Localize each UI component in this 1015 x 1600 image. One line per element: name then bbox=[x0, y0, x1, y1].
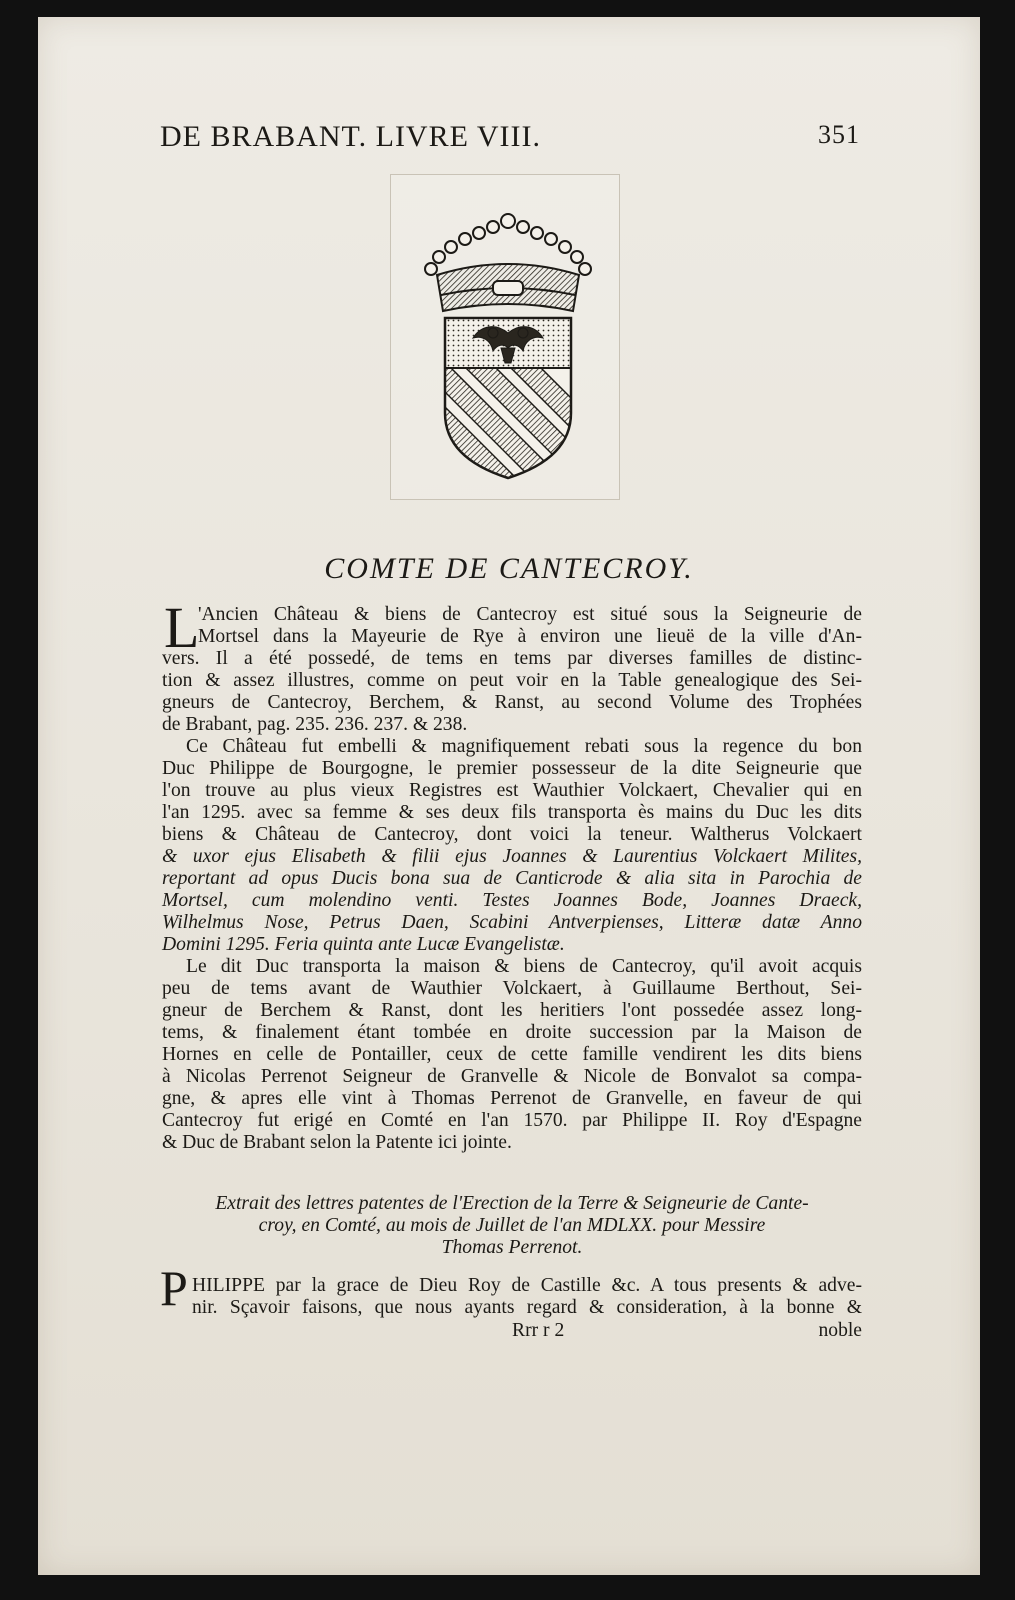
running-head bbox=[160, 120, 860, 160]
text-line: Domini 1295. Feria quinta ante Lucæ Evangelistæ. bbox=[162, 934, 565, 955]
drop-cap-p: P bbox=[160, 1260, 188, 1316]
coat-of-arms-engraving bbox=[390, 174, 620, 500]
signature-mark: Rrr r 2 bbox=[512, 1320, 565, 1341]
text-line: Hornes en celle de Pontailler, ceux de cette famille vendirent les dits biens bbox=[162, 1044, 862, 1065]
text-line: & uxor ejus Elisabeth & filii ejus Joannes & Laurentius Volckaert Milites, bbox=[162, 846, 862, 867]
paragraph-1 bbox=[162, 604, 862, 736]
text-line: Le dit Duc transporta la maison & biens de Cantecroy, qu'il avoit acquis bbox=[186, 956, 862, 977]
extract-heading bbox=[162, 1193, 862, 1259]
page-sheet bbox=[38, 17, 980, 1575]
text-line: gne, & apres elle vint à Thomas Perrenot de Granvelle, en faveur de qui bbox=[162, 1088, 862, 1109]
text-line: Mortsel, cum molendino venti. Testes Joannes Bode, Joannes Draeck, bbox=[162, 890, 862, 911]
catchword: noble bbox=[818, 1320, 862, 1341]
text-line: Thomas Perrenot. bbox=[441, 1237, 583, 1258]
text-line: HILIPPE par la grace de Dieu Roy de Castille &c. A tous presents & adve- bbox=[192, 1275, 862, 1296]
text-line: gneur de Berchem & Ranst, dont les heritiers l'ont possedée assez long- bbox=[162, 1000, 862, 1021]
text-line: 'Ancien Château & biens de Cantecroy est situé sous la Seigneurie de bbox=[198, 604, 862, 625]
text-line: à Nicolas Perrenot Seigneur de Granvelle & Nicole de Bonvalot sa compa- bbox=[162, 1066, 862, 1087]
coat-of-arms-icon bbox=[401, 183, 609, 489]
text-line: peu de tems avant de Wauthier Volckaert, à Guillaume Berthout, Sei- bbox=[162, 978, 862, 999]
running-head-title: DE BRABANT. LIVRE VIII. bbox=[160, 120, 542, 153]
text-line: biens & Château de Cantecroy, dont voici la teneur. Waltherus Volckaert bbox=[162, 824, 862, 845]
text-line: croy, en Comté, au mois de Juillet de l'an MDLXX. pour Messire bbox=[258, 1215, 766, 1236]
text-line: reportant ad opus Ducis bona sua de Canticrode & alia sita in Parochia de bbox=[162, 868, 862, 889]
text-line: Mortsel dans la Mayeurie de Rye à environ une lieuë de la ville d'An- bbox=[198, 626, 862, 647]
text-line: tems, & finalement étant tombée en droite succession par la Maison de bbox=[162, 1022, 862, 1043]
text-line: Cantecroy fut erigé en Comté en l'an 1570. par Philippe II. Roy d'Espagne bbox=[162, 1110, 862, 1131]
text-line: l'on trouve au plus vieux Registres est Wauthier Volckaert, Chevalier qui en bbox=[162, 780, 862, 801]
paragraph-3 bbox=[162, 956, 862, 1154]
page-number: 351 bbox=[818, 120, 860, 149]
text-line: Extrait des lettres patentes de l'Erection de la Terre & Seigneurie de Cante- bbox=[215, 1193, 809, 1214]
page-footer bbox=[162, 1320, 862, 1342]
text-line: & Duc de Brabant selon la Patente ici jointe. bbox=[162, 1132, 512, 1153]
text-line: l'an 1295. avec sa femme & ses deux fils transporta ès mains du Duc les dits bbox=[162, 802, 862, 823]
text-line: tion & assez illustres, comme on peut voir en la Table genealogique des Sei- bbox=[162, 670, 862, 691]
text-line: vers. Il a été possedé, de tems en tems par diverses familles de distinc- bbox=[162, 648, 862, 669]
paragraph-2 bbox=[162, 736, 862, 956]
text-line: Duc Philippe de Bourgogne, le premier possesseur de la dite Seigneurie que bbox=[162, 758, 862, 779]
text-line: nir. Sçavoir faisons, que nous ayants regard & consideration, à la bonne & bbox=[192, 1297, 862, 1318]
text-line: Wilhelmus Nose, Petrus Daen, Scabini Antverpienses, Litteræ datæ Anno bbox=[162, 912, 862, 933]
paragraph-4 bbox=[162, 1275, 862, 1319]
drop-cap-l: L bbox=[164, 595, 200, 660]
text-line: gneurs de Cantecroy, Berchem, & Ranst, au second Volume des Trophées bbox=[162, 692, 862, 713]
text-line: de Brabant, pag. 235. 236. 237. & 238. bbox=[162, 714, 468, 735]
text-line: Ce Château fut embelli & magnifiquement rebati sous la regence du bon bbox=[186, 736, 862, 757]
section-heading: COMTE DE CANTECROY. bbox=[324, 552, 694, 585]
